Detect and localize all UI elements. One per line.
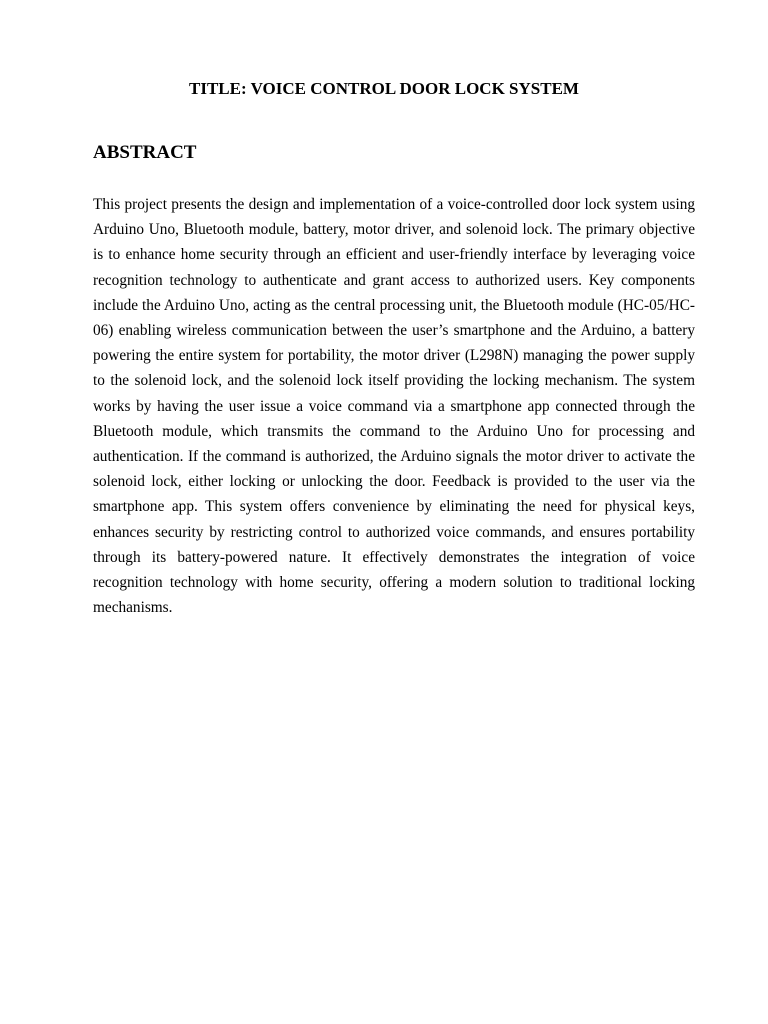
abstract-paragraph: This project presents the design and implementation of a voice-controlled door lock system using Arduino Uno, Bluetooth module, battery, motor driver, and solenoid lock. The primary objective is to enhance home security through an efficient and user-friendly interface by leveraging voice recognition technology to authenticate and grant access to authorized users. Key components include the Arduino Uno, acting as the central processing unit, the Bluetooth module (HC-05/HC-06) enabling wireless communication between the user’s smartphone and the Arduino, a battery powering the entire system for portability, the motor driver (L298N) managing the power supply to the solenoid lock, and the solenoid lock itself providing the locking mechanism. The system works by having the user issue a voice command via a smartphone app connected through the Bluetooth module, which transmits the command to the Arduino Uno for processing and authentication. If the command is authorized, the Arduino signals the motor driver to activate the solenoid lock, either locking or unlocking the door. Feedback is provided to the user via the smartphone app. This system offers convenience by eliminating the need for physical keys, enhances security by restricting control to authorized voice commands, and ensures portability through its battery-powered nature. It effectively demonstrates the integration of voice recognition technology with home security, offering a modern solution to traditional locking mechanisms. — [93, 196, 695, 617]
abstract-heading: ABSTRACT — [93, 142, 197, 163]
document-title: TITLE: VOICE CONTROL DOOR LOCK SYSTEM — [189, 79, 579, 98]
